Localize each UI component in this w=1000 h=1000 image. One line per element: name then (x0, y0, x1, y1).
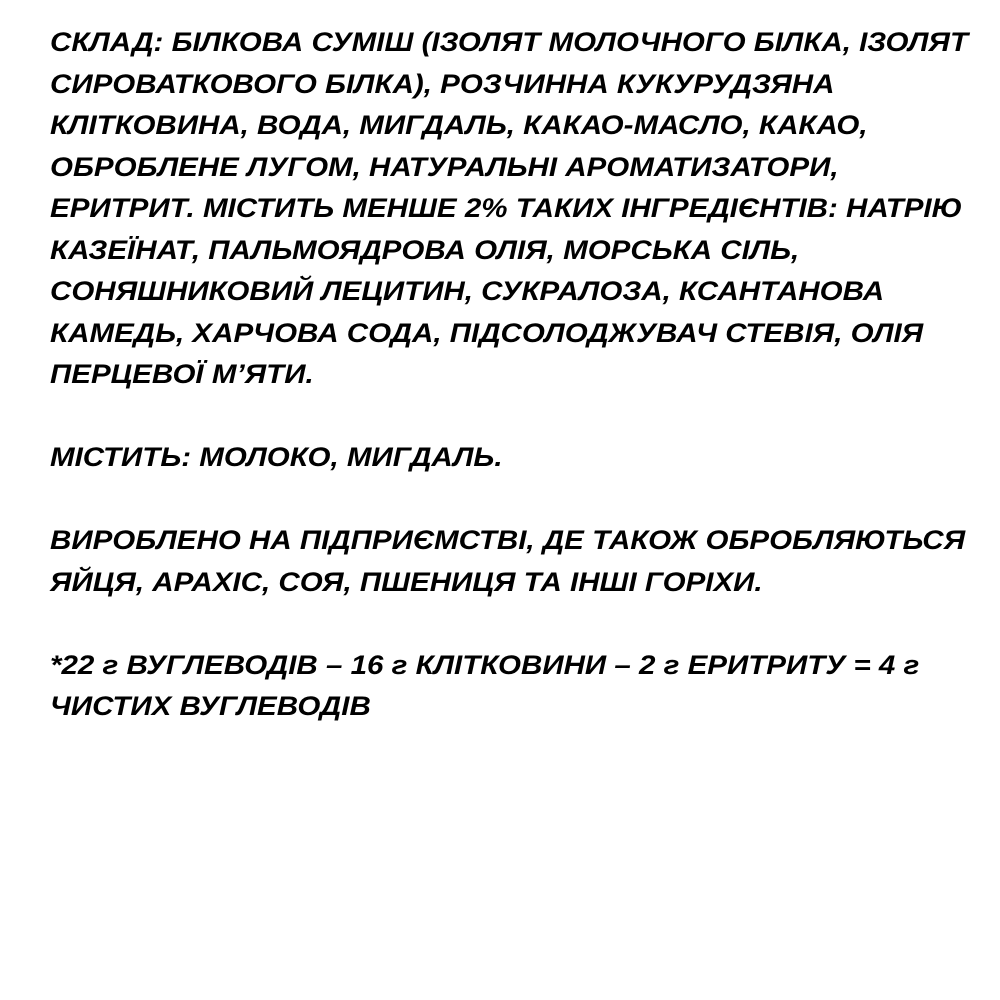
net-carbs-paragraph (50, 645, 920, 728)
facility-line: ЯЙЦЯ, АРАХІС, СОЯ, ПШЕНИЦЯ ТА ІНШІ ГОРІХИ. (50, 566, 763, 597)
ingredients-line: СИРОВАТКОВОГО БІЛКА), РОЗЧИННА КУКУРУДЗЯНА (50, 68, 835, 99)
ingredients-paragraph (50, 22, 968, 396)
facility-line: ВИРОБЛЕНО НА ПІДПРИЄМСТВІ, ДЕ ТАКОЖ ОБРОБЛЯЮТЬСЯ (50, 525, 966, 555)
ingredients-line: ЕРИТРИТ. МІСТИТЬ МЕНШЕ 2% ТАКИХ ІНГРЕДІЄНТІВ: НАТРІЮ (50, 193, 963, 223)
ingredients-line: ПЕРЦЕВОЇ М’ЯТИ. (50, 359, 314, 389)
ingredients-line: КАМЕДЬ, ХАРЧОВА СОДА, ПІДСОЛОДЖУВАЧ СТЕВІЯ, ОЛІЯ (50, 317, 924, 348)
ingredients-line: КЛІТКОВИНА, ВОДА, МИГДАЛЬ, КАКАО-МАСЛО, КАКАО, (50, 110, 868, 140)
ingredients-line: СОНЯШНИКОВИЙ ЛЕЦИТИН, СУКРАЛОЗА, КСАНТАНОВА (50, 276, 885, 306)
net-carbs-line: *22 г ВУГЛЕВОДІВ – 16 г КЛІТКОВИНИ – 2 г ЕРИТРИТУ = 4 г (50, 649, 920, 680)
allergens-line: МІСТИТЬ: МОЛОКО, МИГДАЛЬ. (50, 442, 503, 472)
facility-paragraph (50, 520, 966, 603)
allergens-paragraph (50, 437, 889, 479)
ingredients-line: ОБРОБЛЕНЕ ЛУГОМ, НАТУРАЛЬНІ АРОМАТИЗАТОРИ, (50, 151, 839, 182)
net-carbs-line: ЧИСТИХ ВУГЛЕВОДІВ (50, 691, 371, 721)
ingredients-line: СКЛАД: БІЛКОВА СУМІШ (ІЗОЛЯТ МОЛОЧНОГО БІЛКА, ІЗОЛЯТ (50, 27, 968, 57)
ingredients-line: КАЗЕЇНАТ, ПАЛЬМОЯДРОВА ОЛІЯ, МОРСЬКА СІЛЬ, (50, 234, 800, 265)
label-text (50, 22, 968, 728)
